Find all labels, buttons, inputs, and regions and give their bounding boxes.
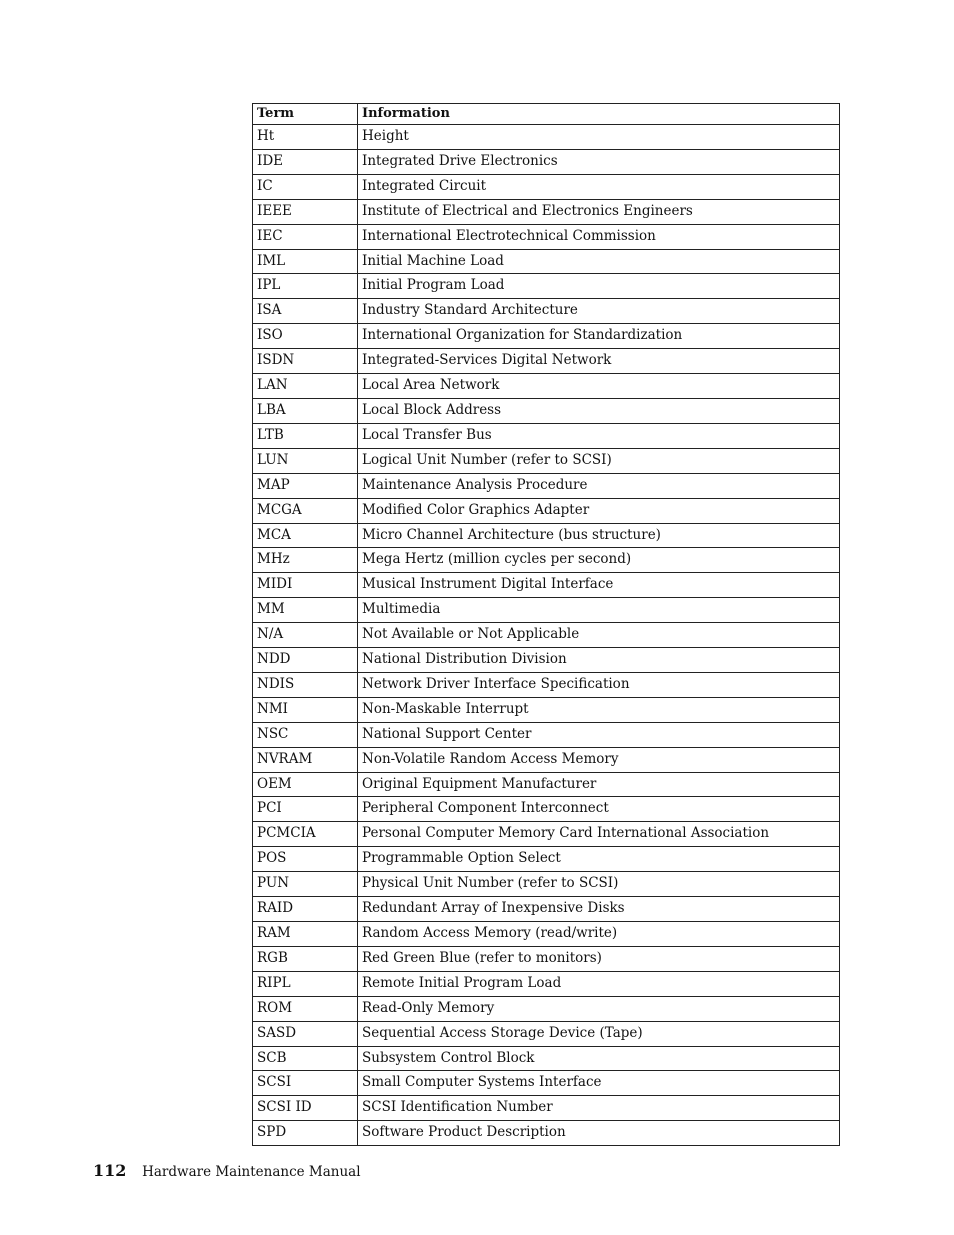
term-cell: IDE — [253, 149, 358, 174]
information-cell: Redundant Array of Inexpensive Disks — [358, 897, 840, 922]
term-cell: RAID — [253, 897, 358, 922]
term-cell: PCMCIA — [253, 822, 358, 847]
glossary-table — [252, 103, 840, 1146]
term-cell: MAP — [253, 473, 358, 498]
information-cell: Local Block Address — [358, 398, 840, 423]
term-cell: SCSI ID — [253, 1096, 358, 1121]
information-cell: Original Equipment Manufacturer — [358, 772, 840, 797]
term-cell: PUN — [253, 872, 358, 897]
term-cell: MCA — [253, 523, 358, 548]
table-row — [253, 224, 840, 249]
term-cell: MM — [253, 598, 358, 623]
term-cell: MCGA — [253, 498, 358, 523]
term-cell: IML — [253, 249, 358, 274]
page-footer — [93, 1161, 361, 1180]
table-row — [253, 847, 840, 872]
information-cell: Industry Standard Architecture — [358, 299, 840, 324]
term-cell: MHz — [253, 548, 358, 573]
table-row — [253, 897, 840, 922]
table-row — [253, 398, 840, 423]
information-cell: Sequential Access Storage Device (Tape) — [358, 1021, 840, 1046]
term-cell: RGB — [253, 946, 358, 971]
information-cell: Remote Initial Program Load — [358, 971, 840, 996]
table-row — [253, 199, 840, 224]
information-cell: Small Computer Systems Interface — [358, 1071, 840, 1096]
information-cell: International Electrotechnical Commission — [358, 224, 840, 249]
term-cell: SCSI — [253, 1071, 358, 1096]
information-cell: Maintenance Analysis Procedure — [358, 473, 840, 498]
term-cell: RAM — [253, 922, 358, 947]
term-cell: MIDI — [253, 573, 358, 598]
information-cell: SCSI Identification Number — [358, 1096, 840, 1121]
term-cell: RIPL — [253, 971, 358, 996]
information-cell: Institute of Electrical and Electronics Engineers — [358, 199, 840, 224]
table-row — [253, 872, 840, 897]
table-row — [253, 448, 840, 473]
term-cell: NDD — [253, 648, 358, 673]
term-cell: LUN — [253, 448, 358, 473]
table-row — [253, 473, 840, 498]
table-row — [253, 822, 840, 847]
term-cell: NSC — [253, 722, 358, 747]
information-cell: Integrated Drive Electronics — [358, 149, 840, 174]
table-row — [253, 797, 840, 822]
information-cell: Height — [358, 125, 840, 150]
table-row — [253, 922, 840, 947]
table-row — [253, 722, 840, 747]
table-row — [253, 349, 840, 374]
term-cell: ISDN — [253, 349, 358, 374]
information-cell: Peripheral Component Interconnect — [358, 797, 840, 822]
table-row — [253, 498, 840, 523]
information-cell: Local Area Network — [358, 374, 840, 399]
table-row — [253, 946, 840, 971]
table-row — [253, 374, 840, 399]
table-row — [253, 996, 840, 1021]
information-cell: Network Driver Interface Specification — [358, 672, 840, 697]
term-cell: SCB — [253, 1046, 358, 1071]
term-cell: SPD — [253, 1121, 358, 1146]
information-cell: Integrated-Services Digital Network — [358, 349, 840, 374]
table-row — [253, 174, 840, 199]
term-cell: LAN — [253, 374, 358, 399]
table-row — [253, 648, 840, 673]
information-cell: National Distribution Division — [358, 648, 840, 673]
table-row — [253, 423, 840, 448]
information-cell: Musical Instrument Digital Interface — [358, 573, 840, 598]
table-row — [253, 623, 840, 648]
table-row — [253, 299, 840, 324]
information-cell: Software Product Description — [358, 1121, 840, 1146]
information-cell: Random Access Memory (read/write) — [358, 922, 840, 947]
table-row — [253, 523, 840, 548]
term-cell: IC — [253, 174, 358, 199]
table-row — [253, 324, 840, 349]
table-row — [253, 1096, 840, 1121]
information-cell: Not Available or Not Applicable — [358, 623, 840, 648]
information-cell: Initial Machine Load — [358, 249, 840, 274]
information-cell: Micro Channel Architecture (bus structure) — [358, 523, 840, 548]
table-row — [253, 125, 840, 150]
table-row — [253, 772, 840, 797]
table-row — [253, 598, 840, 623]
information-cell: Read-Only Memory — [358, 996, 840, 1021]
table-row — [253, 274, 840, 299]
information-cell: Personal Computer Memory Card International Association — [358, 822, 840, 847]
table-row — [253, 672, 840, 697]
term-cell: NDIS — [253, 672, 358, 697]
term-cell: LBA — [253, 398, 358, 423]
term-cell: ROM — [253, 996, 358, 1021]
term-cell: IPL — [253, 274, 358, 299]
table-row — [253, 149, 840, 174]
information-cell: Initial Program Load — [358, 274, 840, 299]
table-row — [253, 1021, 840, 1046]
table-row — [253, 249, 840, 274]
information-cell: Multimedia — [358, 598, 840, 623]
term-cell: ISO — [253, 324, 358, 349]
term-cell: POS — [253, 847, 358, 872]
table-row — [253, 747, 840, 772]
table-row — [253, 1121, 840, 1146]
information-cell: Modified Color Graphics Adapter — [358, 498, 840, 523]
table-header-row — [253, 104, 840, 125]
information-cell: International Organization for Standardization — [358, 324, 840, 349]
term-cell: NVRAM — [253, 747, 358, 772]
column-header-information: Information — [358, 104, 840, 125]
table-row — [253, 1046, 840, 1071]
column-header-term: Term — [253, 104, 358, 125]
table-row — [253, 1071, 840, 1096]
information-cell: Non-Volatile Random Access Memory — [358, 747, 840, 772]
information-cell: Mega Hertz (million cycles per second) — [358, 548, 840, 573]
term-cell: ISA — [253, 299, 358, 324]
table-body — [253, 125, 840, 1146]
term-cell: NMI — [253, 697, 358, 722]
table-row — [253, 573, 840, 598]
term-cell: SASD — [253, 1021, 358, 1046]
information-cell: Logical Unit Number (refer to SCSI) — [358, 448, 840, 473]
information-cell: Physical Unit Number (refer to SCSI) — [358, 872, 840, 897]
table-row — [253, 971, 840, 996]
information-cell: Integrated Circuit — [358, 174, 840, 199]
information-cell: Red Green Blue (refer to monitors) — [358, 946, 840, 971]
information-cell: Programmable Option Select — [358, 847, 840, 872]
information-cell: National Support Center — [358, 722, 840, 747]
table-row — [253, 697, 840, 722]
glossary-table-container — [252, 103, 839, 1146]
term-cell: IEEE — [253, 199, 358, 224]
term-cell: PCI — [253, 797, 358, 822]
information-cell: Subsystem Control Block — [358, 1046, 840, 1071]
term-cell: OEM — [253, 772, 358, 797]
term-cell: N/A — [253, 623, 358, 648]
term-cell: LTB — [253, 423, 358, 448]
term-cell: IEC — [253, 224, 358, 249]
term-cell: Ht — [253, 125, 358, 150]
information-cell: Local Transfer Bus — [358, 423, 840, 448]
table-row — [253, 548, 840, 573]
page-number: 112 — [93, 1161, 127, 1180]
footer-title: Hardware Maintenance Manual — [142, 1164, 361, 1180]
information-cell: Non-Maskable Interrupt — [358, 697, 840, 722]
